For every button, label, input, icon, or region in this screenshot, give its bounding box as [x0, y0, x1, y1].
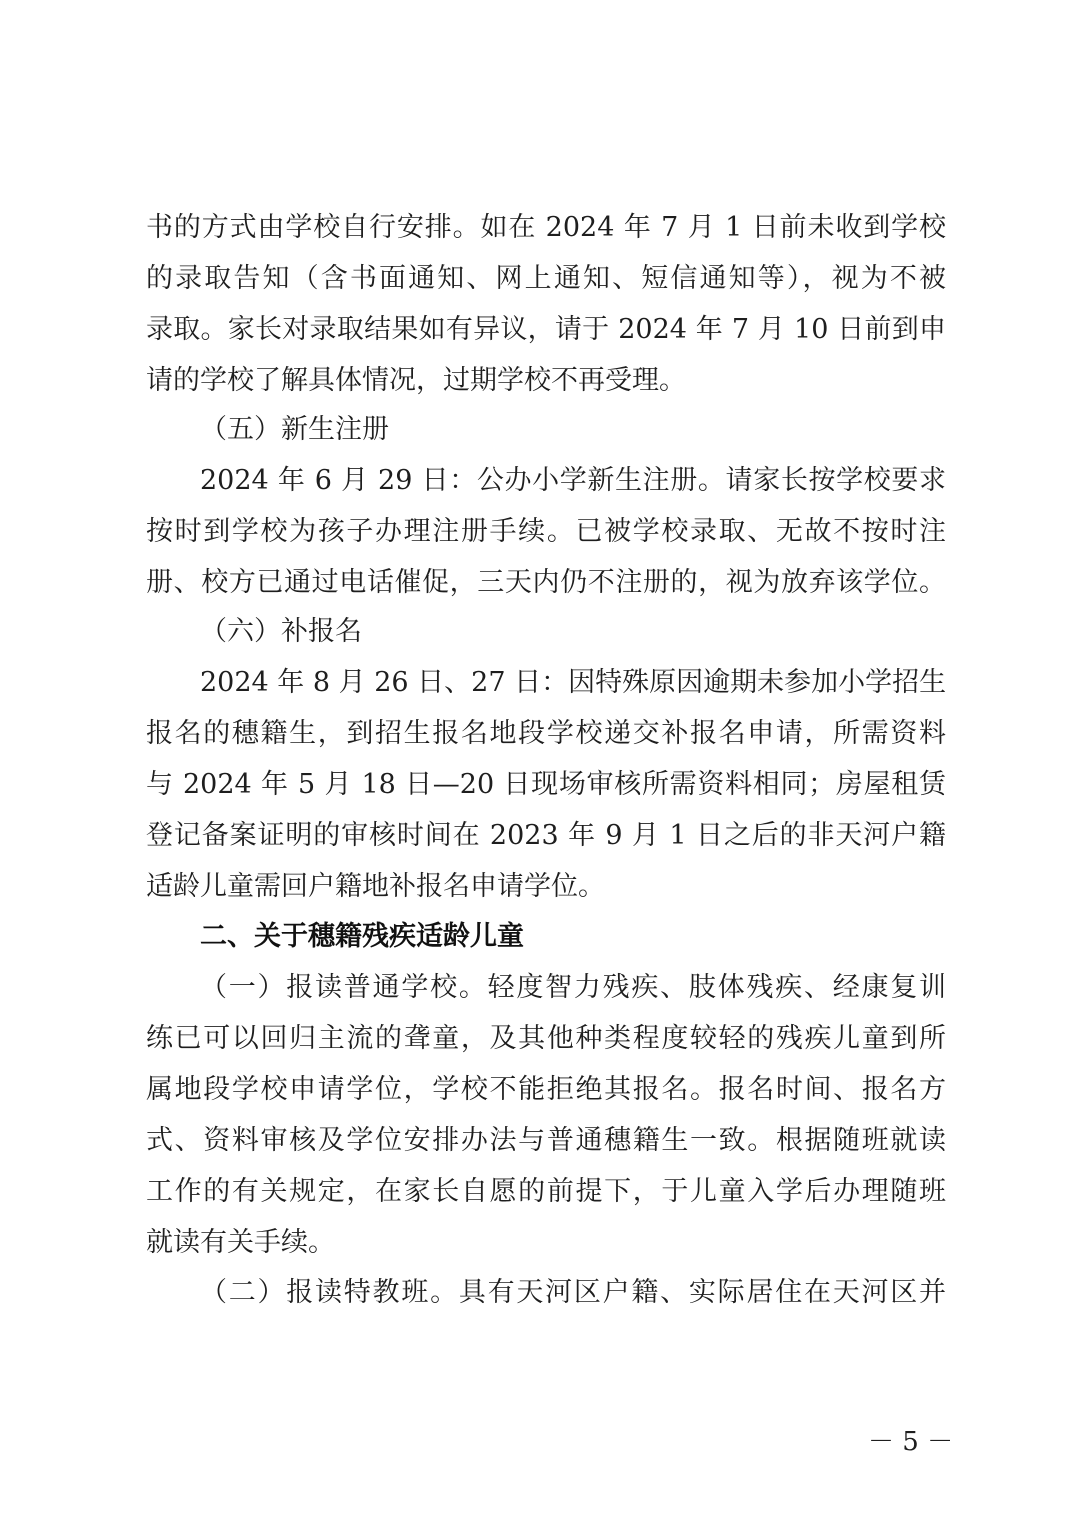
subheading-supplementary-registration: （六）补报名: [200, 616, 362, 647]
page-number: － 5 －: [868, 1427, 954, 1457]
body-line: 工作的有关规定，在家长自愿的前提下，于儿童入学后办理随班: [146, 1176, 946, 1207]
body-line: 按时到学校为孩子办理注册手续。已被学校录取、无故不按时注: [146, 516, 946, 547]
body-line: （二）报读特教班。具有天河区户籍、实际居住在天河区并: [200, 1277, 946, 1308]
body-line: 录取。家长对录取结果如有异议，请于 2024 年 7 月 10 日前到申: [146, 314, 946, 345]
body-line: 练已可以回归主流的聋童，及其他种类程度较轻的残疾儿童到所: [146, 1023, 946, 1054]
body-line: 登记备案证明的审核时间在 2023 年 9 月 1 日之后的非天河户籍: [146, 820, 946, 851]
body-line: 2024 年 8 月 26 日、27 日：因特殊原因逾期未参加小学招生: [200, 667, 946, 698]
body-line: （一）报读普通学校。轻度智力残疾、肢体残疾、经康复训: [200, 972, 946, 1003]
body-line: 报名的穗籍生，到招生报名地段学校递交补报名申请，所需资料: [146, 718, 946, 749]
body-line: 2024 年 6 月 29 日：公办小学新生注册。请家长按学校要求: [200, 465, 946, 496]
body-line: 的录取告知（含书面通知、网上通知、短信通知等），视为不被: [146, 263, 946, 294]
body-line: 书的方式由学校自行安排。如在 2024 年 7 月 1 日前未收到学校: [146, 212, 946, 243]
body-line: 与 2024 年 5 月 18 日—20 日现场审核所需资料相同；房屋租赁: [146, 769, 946, 800]
body-line: 册、校方已通过电话催促，三天内仍不注册的，视为放弃该学位。: [146, 567, 946, 598]
body-line: 请的学校了解具体情况，过期学校不再受理。: [146, 365, 686, 396]
body-line: 属地段学校申请学位，学校不能拒绝其报名。报名时间、报名方: [146, 1074, 946, 1105]
section-heading-disabled-children: 二、关于穗籍残疾适龄儿童: [200, 921, 524, 952]
body-line: 式、资料审核及学位安排办法与普通穗籍生一致。根据随班就读: [146, 1125, 946, 1156]
body-line: 适龄儿童需回户籍地补报名申请学位。: [146, 871, 605, 902]
body-line: 就读有关手续。: [146, 1227, 335, 1258]
subheading-new-student-registration: （五）新生注册: [200, 414, 389, 445]
